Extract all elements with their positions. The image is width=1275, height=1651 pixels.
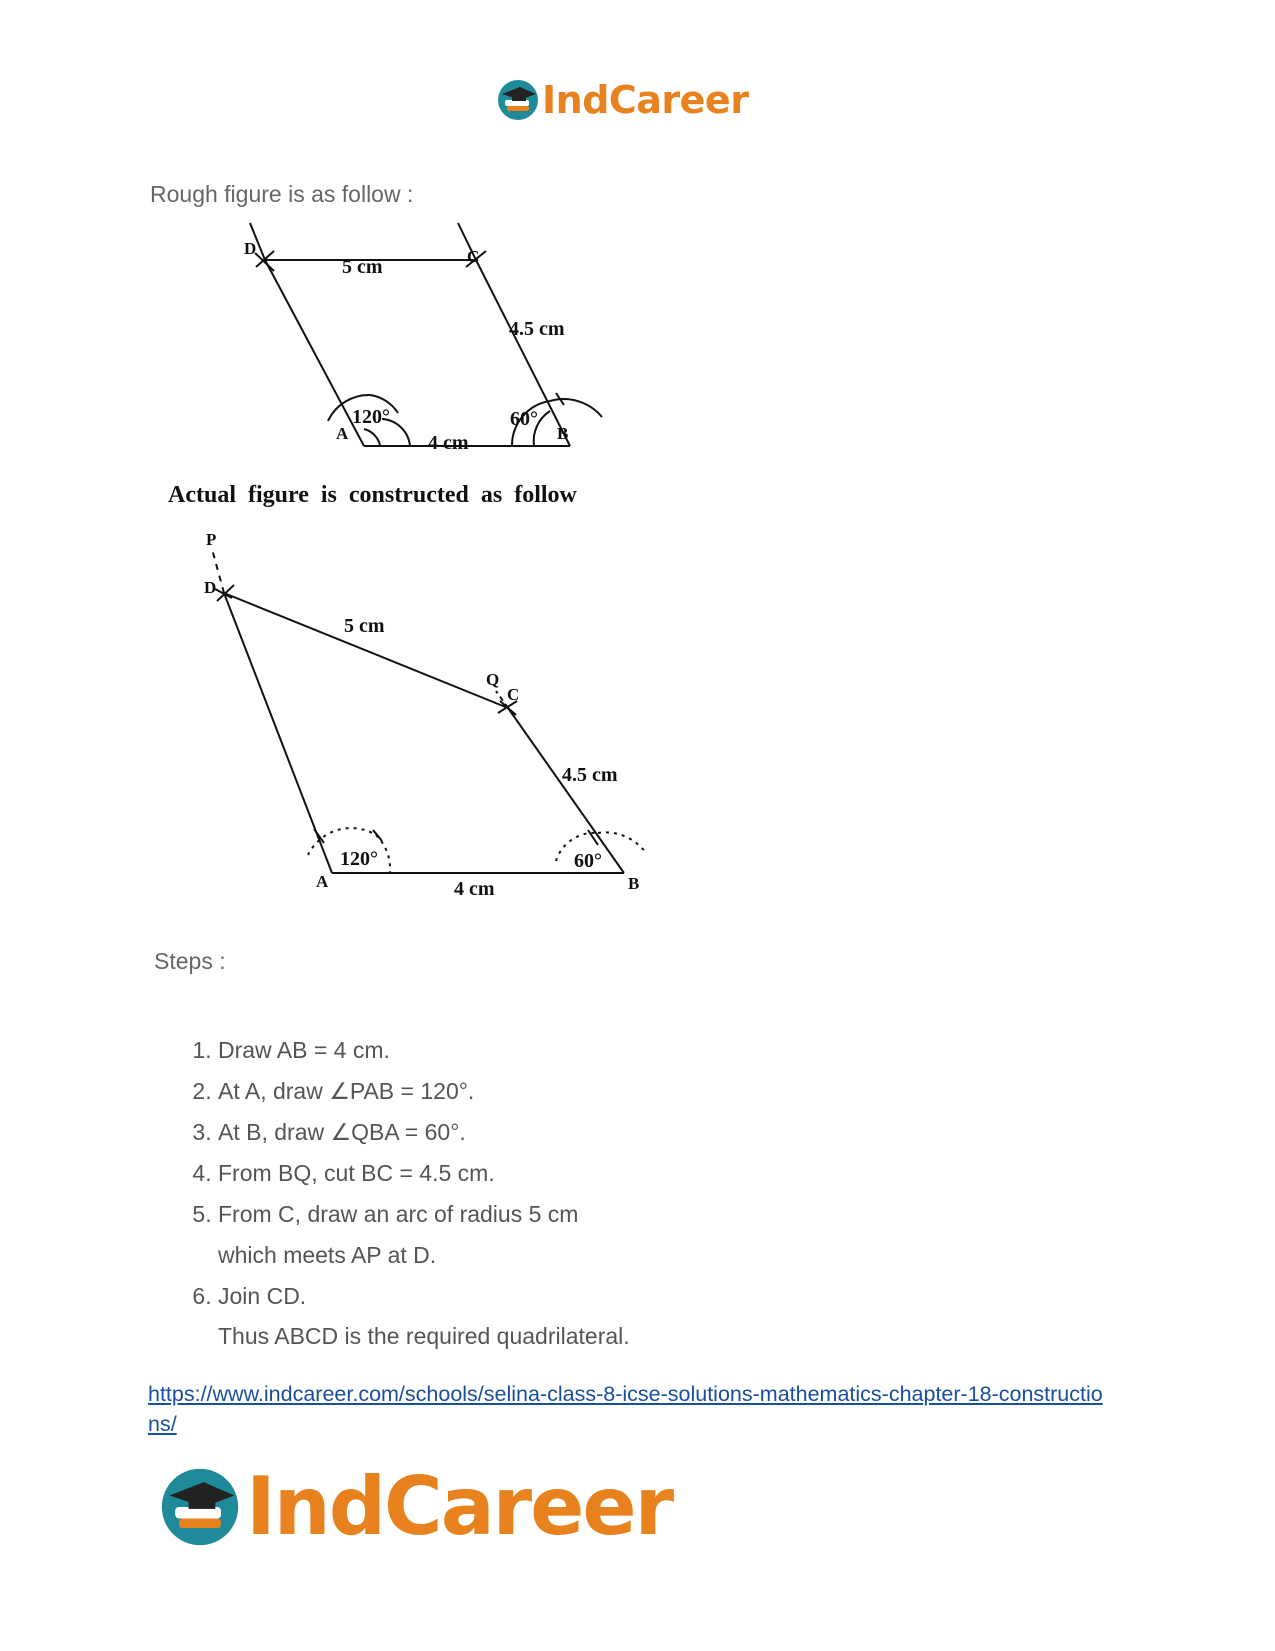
step-item: 2. At A, draw ∠PAB = 120°. bbox=[218, 1071, 918, 1112]
step-item: 3. At B, draw ∠QBA = 60°. bbox=[218, 1112, 918, 1153]
rough-label-D: D bbox=[244, 239, 257, 258]
footer-logo bbox=[158, 1460, 672, 1553]
actual-label-AB: 4 cm bbox=[454, 878, 495, 900]
actual-label-P: P bbox=[206, 530, 217, 549]
steps-heading: Steps : bbox=[154, 948, 226, 974]
rough-label-angleA: 120° bbox=[352, 406, 390, 428]
step-continuation: which meets AP at D. bbox=[218, 1242, 437, 1268]
rough-label-angleB: 60° bbox=[510, 408, 538, 430]
header-logo bbox=[496, 78, 748, 122]
brand-name: IndCareer bbox=[246, 1460, 673, 1553]
rough-label-BC: 4.5 cm bbox=[509, 318, 565, 340]
actual-label-angleA: 120° bbox=[340, 848, 378, 870]
actual-label-DC: 5 cm bbox=[344, 615, 385, 637]
actual-label-Q: Q bbox=[486, 670, 500, 689]
actual-label-B: B bbox=[628, 874, 640, 893]
step-item: 5. From C, draw an arc of radius 5 cm which meets AP at D. bbox=[218, 1194, 918, 1276]
rough-label-A: A bbox=[336, 424, 349, 443]
actual-label-D: D bbox=[204, 578, 217, 597]
rough-figure-heading: Rough figure is as follow : bbox=[150, 181, 414, 207]
graduation-cap-icon bbox=[158, 1465, 242, 1549]
conclusion-text: Thus ABCD is the required quadrilateral. bbox=[218, 1323, 630, 1349]
actual-figure-heading: Actual figure is constructed as follow bbox=[168, 482, 577, 508]
rough-label-DC: 5 cm bbox=[342, 256, 383, 278]
source-link[interactable]: https://www.indcareer.com/schools/selina-class-8-icse-solutions-mathematics-chapter-18-constructions/ bbox=[148, 1382, 1103, 1436]
actual-figure bbox=[190, 525, 650, 910]
step-item: 6. Join CD. bbox=[218, 1276, 918, 1317]
graduation-cap-icon bbox=[496, 78, 540, 122]
actual-label-A: A bbox=[316, 872, 329, 891]
actual-label-angleB: 60° bbox=[574, 850, 602, 872]
rough-label-AB: 4 cm bbox=[428, 432, 469, 454]
brand-name: IndCareer bbox=[542, 78, 749, 122]
steps-list bbox=[186, 1030, 918, 1317]
actual-label-BC: 4.5 cm bbox=[562, 764, 618, 786]
step-item: 1. Draw AB = 4 cm. bbox=[218, 1030, 918, 1071]
actual-label-C: C bbox=[507, 685, 520, 704]
rough-label-B: B bbox=[557, 424, 569, 443]
rough-figure bbox=[230, 215, 630, 480]
step-item: 4. From BQ, cut BC = 4.5 cm. bbox=[218, 1153, 918, 1194]
rough-label-C: C bbox=[467, 247, 480, 266]
